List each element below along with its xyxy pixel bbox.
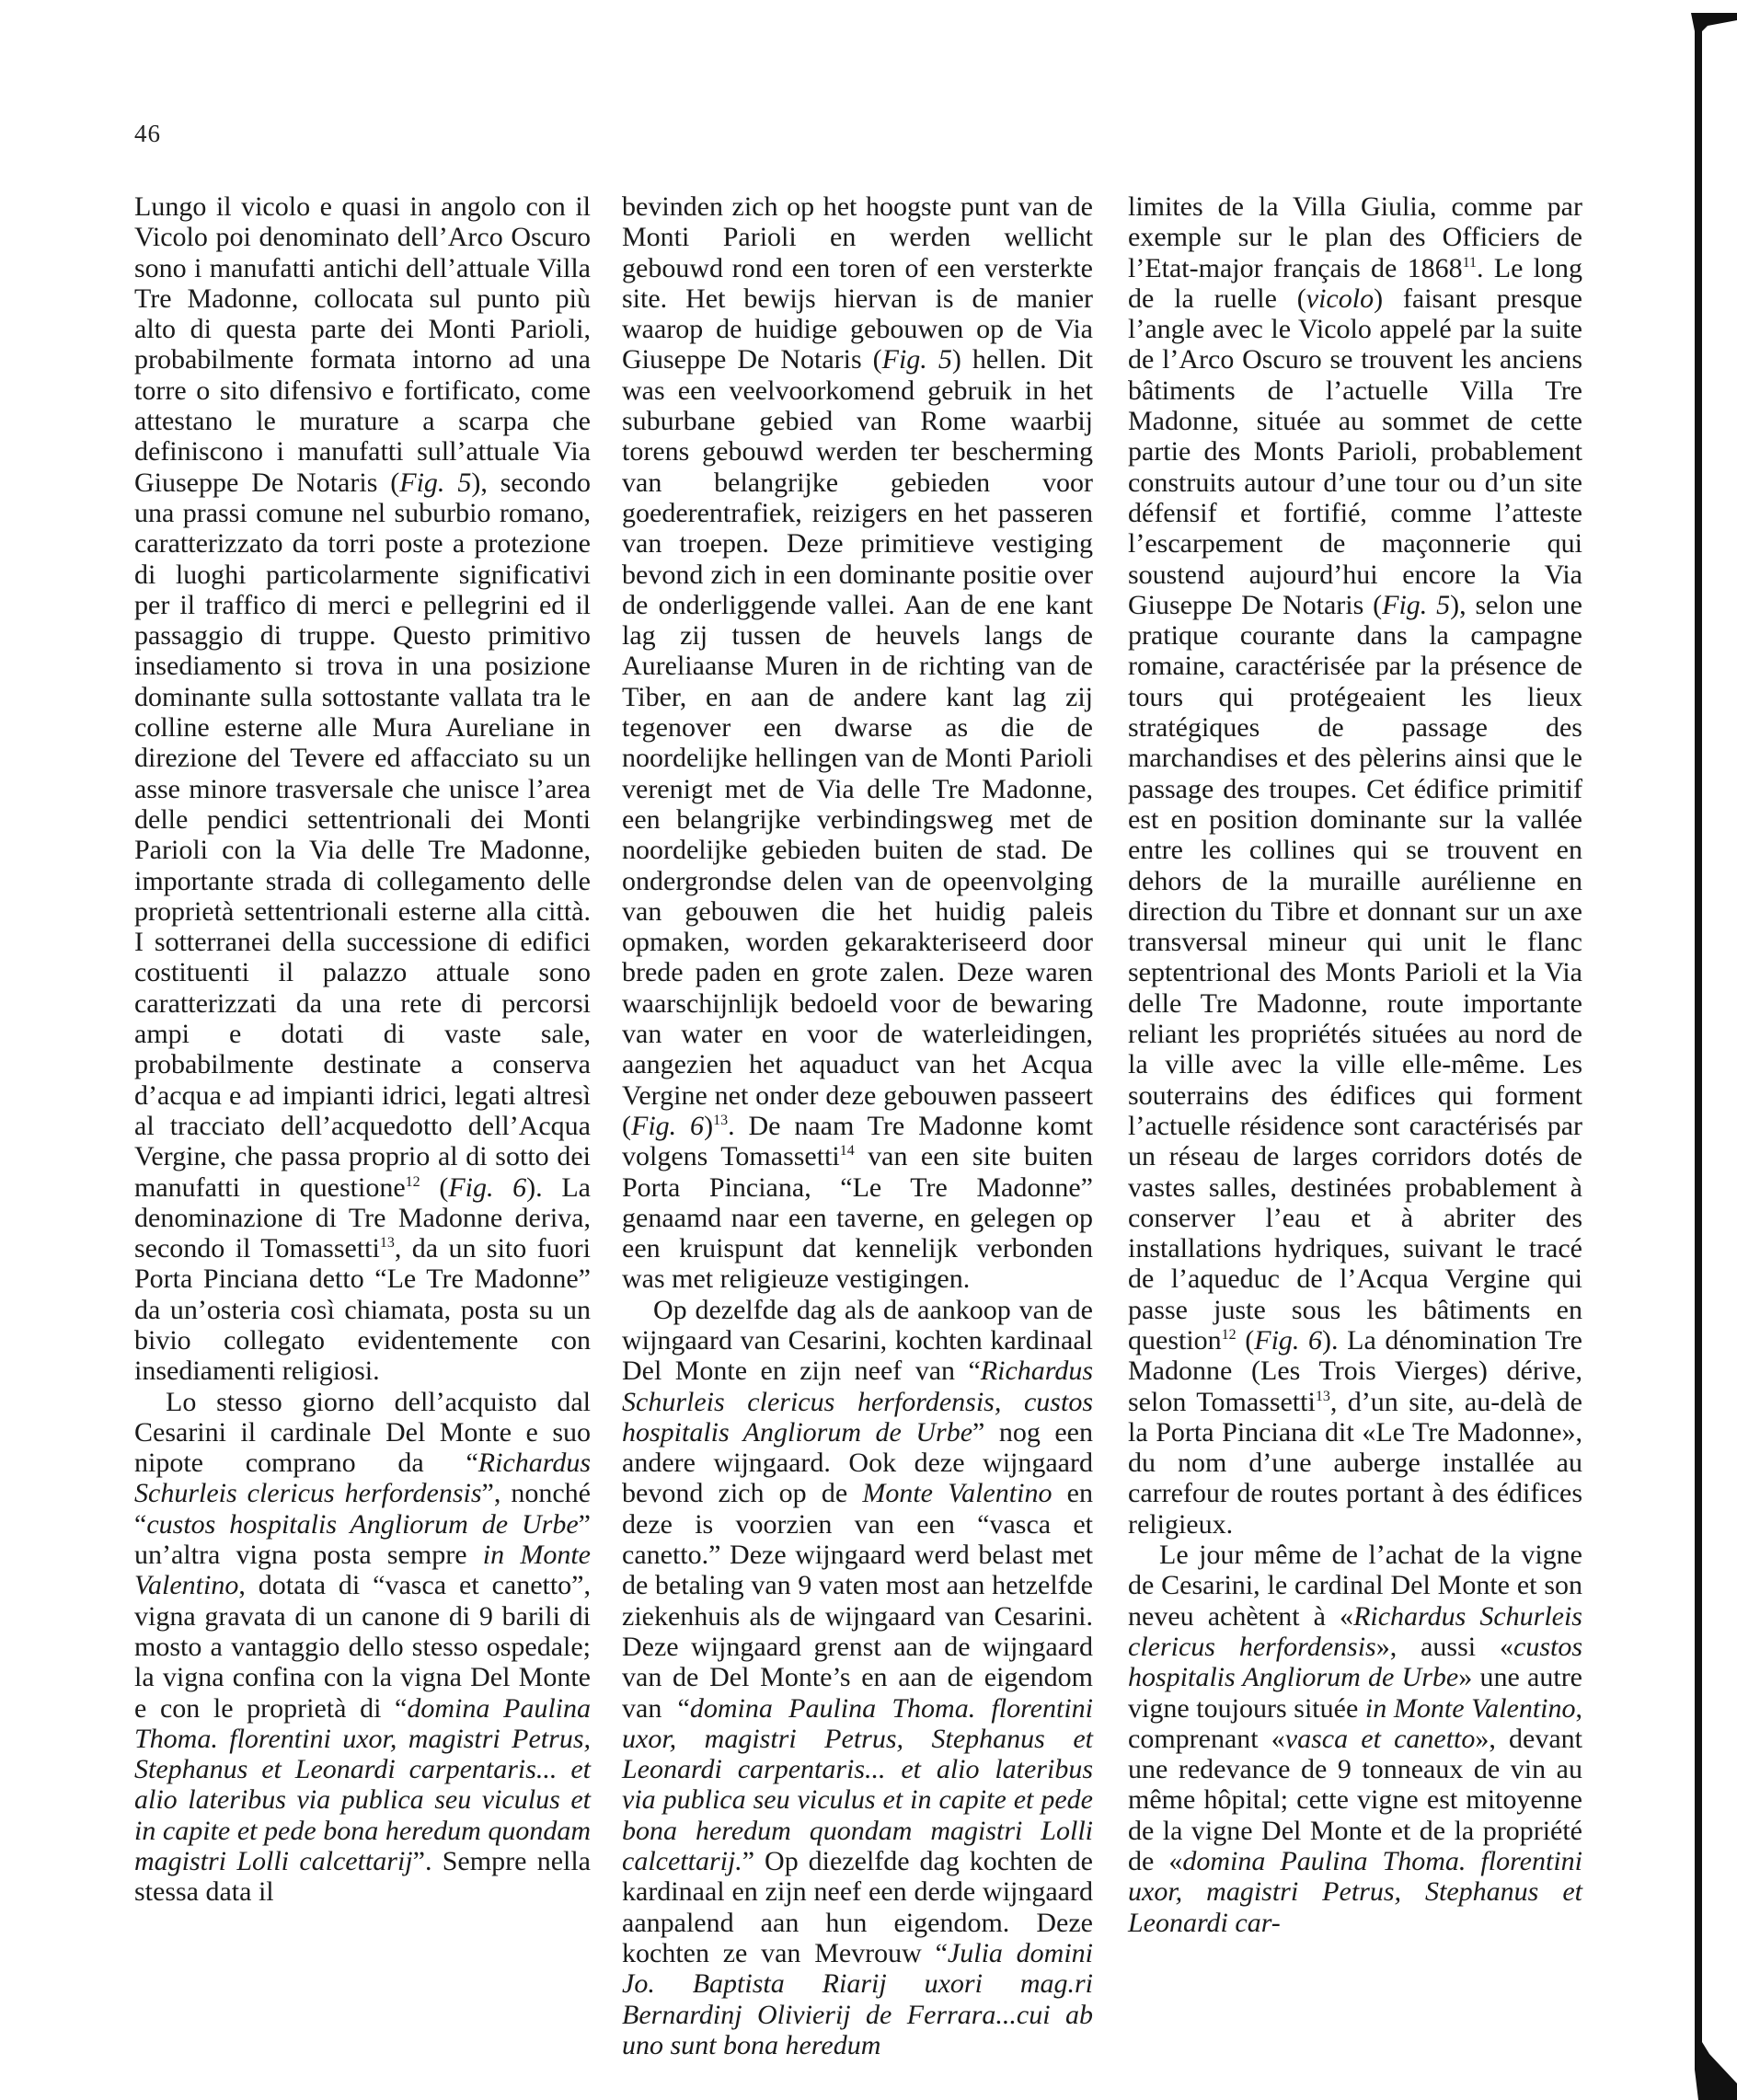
footnote-ref: 14	[839, 1143, 855, 1160]
text-run: ), selon une pratique courante dans la campagne romaine, caractérisée par la présence de tours qui protégeaient les lieux stratégiques de passage des marchandises et des pèlerins ainsi que le passage des troupes. Cet édifice primitif est en position dominante sur la vallée entre les collines qui se trouvent en dehors de la muraille aurélienne en direction du Tibre et donnant sur un axe transversal mineur qui unit le flanc septentrional des Monts Parioli et la Via delle Tre Madonne, route importante reliant les propriétés situées au nord de la ville avec la ville elle-même. Les souterrains des édifices qui forment l’actuelle résidence sont caractérisés par un réseau de larges corridors dotés de vastes salles, destinées probablement à conserver l’eau et à abriter des installations hydriques, suivant le tracé de l’aqueduc de l’Acqua Vergine qui passe juste sous les bâtiments en question	[1128, 589, 1582, 1356]
text-run: , comprenant «	[1128, 1692, 1582, 1754]
footnote-ref: 13	[713, 1112, 729, 1128]
paragraph	[622, 1295, 1093, 2060]
italic-text: Richardus Schurleis clericus herfordensis, custos hospitalis Angliorum de Urbe	[622, 1356, 1093, 1448]
text-run: ). La dénomination Tre Madonne (Les Trois Vierges) dérive, selon Tomassetti	[1128, 1324, 1582, 1417]
paragraph	[134, 1387, 591, 1908]
text-run: ) faisant presque l’angle avec le Vicolo appelé par la suite de l’Arco Oscuro se trouvent les anciens bâtiments de l’actuelle Villa Tre Madonne, située au sommet de cette partie des Monts Parioli, probablement construits autour d’une tour ou d’un site défensif et fortifié, comme l’atteste l’escarpement de maçonnerie qui soustend aujourd’hui encore la Via Giuseppe De Notaris (	[1128, 283, 1582, 620]
italic-text: Richardus Schurleis clericus herfordensis	[1128, 1600, 1582, 1662]
italic-text: domina Paulina Thoma. florentini uxor, magistri Petrus, Stephanus et Leonardi carpentaris... et alio lateribus via publica seu viculus et in capite et pede bona heredum quondam magistri Lolli calcettarij.	[622, 1692, 1093, 1877]
italic-text: Fig. 6	[448, 1171, 527, 1203]
text-run: ), secondo una prassi comune nel suburbio romano, caratterizzato da torri poste a protezione di luoghi particolarmente significativi per il traffico di merci e pellegrini ed il passaggio di truppe. Questo primitivo insediamento si trova in una posizione dominante sulla sottostante vallata tra le colline esterne alle Mura Aureliane in direzione del Tevere ed affacciato su un asse minore trasversale che unisce l’area delle pendici settentrionali dei Monti Parioli con la Via delle Tre Madonne, importante strada di collegamento delle proprietà settentrionali esterne alla città. I sotterranei della successione di edifici costituenti il palazzo attuale sono caratterizzati da una rete di percorsi ampi e dotati di vaste sale, probabilmente destinate a conserva d’acqua e ad impianti idrici, legati altresì al tracciato dell’acquedotto dell’Acqua Vergine, che passa proprio al di sotto dei manufatti in questione	[134, 467, 592, 1203]
italic-text: Julia domini Jo. Baptista Riarij uxori mag.ri Bernardinj Olivierij de Ferrara...cui ab uno sunt bona heredum	[622, 1937, 1094, 2060]
footnote-ref: 12	[1221, 1326, 1237, 1343]
italic-text: in Monte Valentino	[1364, 1692, 1576, 1724]
italic-text: Fig. 5	[1382, 589, 1451, 620]
italic-text: in Monte Valentino	[134, 1540, 591, 1601]
footnote-ref: 13	[1315, 1388, 1330, 1404]
italic-text: custos hospitalis Angliorum de Urbe	[1128, 1631, 1582, 1693]
text-run: (	[420, 1171, 449, 1203]
text-run: limites de la Villa Giulia, comme par exemple sur le plan des Officiers de l’Etat-major français de 1868	[1128, 191, 1582, 283]
paragraph	[1128, 191, 1582, 1540]
paragraph	[134, 191, 591, 1387]
text-run: . De naam Tre Madonne komt volgens Tomassetti	[622, 1110, 1093, 1172]
footnote-ref: 11	[1462, 254, 1478, 271]
italic-text: Fig. 5	[399, 467, 472, 498]
text-run: ” Op diezelfde dag kochten de kardinaal en zijn neef een derde wijngaard aanpalend aan hun eigendom. Deze kochten ze van Mevrouw “	[622, 1846, 1093, 1968]
text-run: ”, nonché “	[134, 1478, 591, 1540]
italic-text: custos hospitalis Angliorum de Urbe	[146, 1508, 579, 1540]
page-number: 46	[134, 120, 161, 147]
text-run: Le jour même de l’achat de la vigne de Cesarini, le cardinal Del Monte et son neveu achètent à «	[1128, 1540, 1582, 1632]
italic-text: domina Paulina Thoma. florentini uxor, magistri Petrus, Stephanus et Leonardi car-	[1128, 1846, 1582, 1938]
text-run: ” nog een andere wijngaard. Ook deze wijngaard bevond zich op de	[622, 1416, 1093, 1509]
italic-text: domina Paulina Thoma. florentini uxor, magistri Petrus, Stephanus et Leonardi carpentaris... et alio lateribus via publica seu viculus et in capite et pede bona heredum quondam magistri Lolli calcettarij	[134, 1692, 592, 1877]
footnote-ref: 13	[379, 1235, 395, 1252]
column-italian	[134, 191, 591, 1908]
text-run: . Le long de la ruelle (	[1128, 252, 1582, 314]
italic-text: Fig. 5	[881, 344, 952, 375]
italic-text: Fig. 6	[1254, 1324, 1323, 1356]
text-run: Op dezelfde dag als de aankoop van de wijngaard van Cesarini, kochten kardinaal Del Monte en zijn neef van “	[622, 1294, 1093, 1387]
italic-text: Monte Valentino	[862, 1478, 1053, 1509]
column-dutch	[622, 191, 1093, 2060]
italic-text: Richardus Schurleis clericus herfordensis	[134, 1448, 591, 1509]
footnote-ref: 12	[405, 1173, 420, 1190]
text-run: Lo stesso giorno dell’acquisto dal Cesarini il cardinale Del Monte e suo nipote comprano da “	[134, 1386, 591, 1479]
italic-text: Fig. 6	[631, 1110, 705, 1141]
text-run: )	[704, 1110, 714, 1141]
text-run: ”. Sempre nella stessa data il	[134, 1846, 591, 1908]
column-french	[1128, 191, 1582, 1938]
italic-text: vasca et canetto	[1284, 1723, 1476, 1754]
text-run: , d’un site, au-delà de la Porta Pinciana dit «Le Tre Madonne», du nom d’une auberge installée au carrefour de routes portant à des édifices religieux.	[1128, 1386, 1582, 1540]
text-run: , da un sito fuori Porta Pinciana detto “Le Tre Madonne” da un’osteria così chiamata, posta su un bivio collegato evidentemente con insediamenti religiosi.	[134, 1233, 591, 1387]
text-run: Lungo il vicolo e quasi in angolo con il Vicolo poi denominato dell’Arco Oscuro sono i manufatti antichi dell’attuale Villa Tre Madonne, collocata sul punto più alto di questa parte dei Monti Parioli, probabilmente formata intorno ad una torre o sito difensivo e fortificato, come attestano le murature a scarpa che definiscono i manufatti sull’attuale Via Giuseppe De Notaris (	[134, 191, 591, 498]
text-run: ) hellen. Dit was een veelvoorkomend gebruik in het suburbane gebied van Rome waarbij torens gebouwd werden ter bescherming van belangrijke gebieden voor goederentrafiek, reizigers en het passeren van troepen. Deze primitieve vestiging bevond zich in een dominante positie over de onderliggende vallei. Aan de ene kant lag zij tussen de heuvels langs de Aureliaanse Muren in de richting van de Tiber, en aan de andere kant lag zij tegenover een dwarse as die de noordelijke hellingen van de Monti Parioli verenigt met de Via delle Tre Madonne, een belangrijke verbindingsweg met de noordelijke gebieden buiten de stad. De ondergrondse delen van de opeenvolging van gebouwen die het huidig paleis opmaken, worden gekarakteriseerd door brede paden en grote zalen. Deze waren waarschijnlijk bedoeld voor de bewaring van water en voor de waterleidingen, aangezien het aquaduct van het Acqua Vergine net onder deze gebouwen passeert (	[622, 344, 1093, 1141]
text-run: bevinden zich op het hoogste punt van de Monti Parioli en werden wellicht gebouwd rond een toren of een versterkte site. Het bewijs hiervan is de manier waarop de huidige gebouwen op de Via Giuseppe De Notaris (	[622, 191, 1093, 375]
italic-text: vicolo	[1306, 283, 1375, 314]
paragraph	[622, 191, 1093, 1295]
text-run: » une autre vigne toujours située	[1128, 1662, 1582, 1724]
page-edge-binding	[1691, 13, 1737, 2100]
text-run: en deze is voorzien van een “vasca et canetto.” Deze wijngaard werd belast met de betaling van 9 vaten most aan hetzelfde ziekenhuis als de wijngaard van Cesarini. Deze wijngaard grenst aan de wijngaard van de Del Monte’s en aan de eigendom van “	[622, 1478, 1093, 1724]
text-run: van een site buiten Porta Pinciana, “Le Tre Madonne” genaamd naar een taverne, en gelegen op een kruispunt dat kennelijk verbonden was met religieuze vestigingen.	[622, 1141, 1093, 1295]
text-run: (	[1236, 1324, 1255, 1356]
paragraph	[1128, 1540, 1582, 1938]
text-run: », aussi «	[1375, 1631, 1513, 1662]
text-run: , dotata di “vasca et canetto”, vigna gravata di un canone di 9 barili di mosto a vantaggio dello stesso ospedale; la vigna confina con la vigna Del Monte e con le proprietà di “	[134, 1570, 591, 1724]
text-run: », devant une redevance de 9 tonneaux de vin au même hôpital; cette vigne est mitoyenne de la vigne Del Monte et de la propriété de «	[1128, 1723, 1583, 1877]
text-run: ). La denominazione di Tre Madonne deriva, secondo il Tomassetti	[134, 1171, 591, 1264]
text-run: ” un’altra vigna posta sempre	[134, 1508, 591, 1571]
